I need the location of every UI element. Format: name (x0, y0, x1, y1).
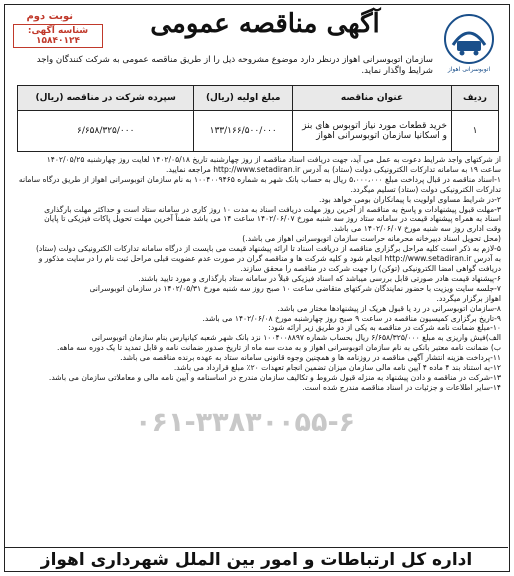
condition-line: ۱۲-به استناد بند ۴ ماده ۴ آیین نامه مالی سازمان میزان تضمین انجام تعهدات ۲۰٪ مبلغ قرارداد می باشد. (173, 363, 501, 373)
condition-line: ۳-مهلت قبول پیشنهادات و پاسخ به مناقصه از آخرین روز مهلت دریافت اسناد به مدت ۱۰ روز کاری در سامانه ستاد است و حداکثر مهلت بارگذاری (44, 204, 501, 214)
condition-line: دریافت گواهی امضا الکترونیکی (توکن) را جهت شرکت در مناقصه را محقق سازند. (240, 263, 501, 273)
newspaper-ad (4, 4, 510, 572)
condition-line: اسناد به همراه پیشنهاد قیمت در سامانه ستاد روز سه شنبه مورخ ۱۴۰۲/۰۶/۰۷ ساعت ۱۴ می باشد ضمناً آخرین مهلت تحویل پاکات فیزیکی تا پایان (44, 214, 501, 224)
tender-table (17, 85, 499, 152)
phone-watermark: ۰۶۱-۳۳۸۳۰۰۵۵-۶ (135, 407, 356, 438)
condition-line: ۱۴-سایر اطلاعات و جزئیات در اسناد مناقصه مندرج شده است. (302, 382, 501, 392)
ad-number: شناسه آگهی: ۱۵۸۴۰۱۲۴ (13, 24, 103, 48)
organization-logo (439, 11, 499, 73)
condition-line: ب) ضمانت نامه معتبر بانکی به نام سازمان اتوبوسرانی اهواز و به مدت سه ماه از تاریخ صدور ضمانت نامه و قابل تمدید تا یک دوره سه ماهه. (56, 343, 501, 353)
condition-line: ۱-اسناد مناقصه در قبال پرداخت مبلغ ۵،۰۰۰،۰۰۰ ریال به حساب بانک شهر به شماره ۱۰۰۴۰۰۹۴۶۵ به نام سازمان اتوبوسرانی اهواز از طریق درگاه سامانه (18, 174, 501, 184)
cell-tender-title: خرید قطعات مورد نیاز اتوبوس های بنز و اسکانیا سازمان اتوبوسرانی اهواز (293, 111, 452, 152)
conditions-list (15, 155, 501, 393)
condition-line: از شرکتهای واجد شرایط دعوت به عمل می آید، جهت دریافت اسناد مناقصه از روز چهارشنبه تاریخ ۱۴۰۲/۰۵/۱۸ لغایت روز چهارشنبه ۱۴۰۲/۰۵/۲۵ (46, 155, 501, 164)
condition-line: تدارکات الکترونیکی دولت (ستاد) تسلیم میگردد. (350, 184, 501, 194)
condition-line: ۲-در شرایط مساوی اولویت با پیمانکاران بومی خواهد بود. (318, 194, 501, 204)
footer-signature: اداره کل ارتباطات و امور بین الملل شهرداری اهواز (5, 547, 508, 572)
intro-text: سازمان اتوبوسرانی اهواز درنظر دارد موضوع مشروحه ذیل را از طریق مناقصه عمومی به شرکت کنندگان واجد شرایط واگذار نماید. (36, 55, 433, 76)
condition-line: ۹-تاریخ برگزاری کمیسیون مناقصه در ساعت ۹ صبح روز چهارشنبه مورخ ۱۴۰۲/۰۶/۰۸ می باشد. (202, 313, 501, 323)
table-row (18, 111, 499, 152)
condition-line: ۱۰-مبلغ ضمانت نامه شرکت در مناقصه به یکی از دو طریق زیر ارائه شود: (268, 323, 501, 333)
condition-line: ۷-جلسه سایت ویزیت با حضور نمایندگان شرکتهای متقاضی ساعت ۱۰ صبح روز سه شنبه مورخ ۱۴۰۲/۰۵/۳۱ در سازمان اتوبوسرانی (89, 283, 501, 293)
condition-line: ۱۱-پرداخت هزینه انتشار آگهی مناقصه در روزنامه ها و همچنین وجوه قانونی سامانه ستاد به عهده برنده مناقصه می باشد. (120, 353, 501, 363)
condition-line: وقت اداری روز سه شنبه مورخ ۱۴۰۲/۰۶/۰۷ می باشد. (331, 224, 501, 234)
cell-deposit: ۶/۶۵۸/۳۲۵/۰۰۰ (18, 111, 194, 152)
round-badge (13, 11, 103, 48)
col-tender-title: عنوان مناقصه (293, 86, 452, 111)
condition-line: ۶-پیشنهاد قیمت هادر صورتی قابل بررسی میباشد که اسناد فیزیکی قبلاً در سامانه ستاد بارگذاری و مورد تایید باشند. (138, 273, 501, 283)
col-initial-amount: مبلغ اولیه (ریال) (194, 86, 293, 111)
condition-line: (محل تحویل اسناد دبیرخانه محرمانه حراست سازمان اتوبوسرانی اهواز می باشد.) (242, 234, 501, 244)
condition-line: ۸-سازمان اتوبوسرانی در رد یا قبول هریک از پیشنهادها مختار می باشد. (277, 303, 501, 313)
cell-initial-amount: ۱۳۳/۱۶۶/۵۰۰/۰۰۰ (194, 111, 293, 152)
page-title: آگهی مناقصه عمومی (150, 9, 380, 39)
svg-text:اتوبوسرانی اهواز: اتوبوسرانی اهواز (447, 66, 491, 73)
condition-line: الف)فیش واریزی به مبلغ ۶/۶۵۸/۳۲۵/۰۰۰ ریال بحساب شماره ۱۰۰۴۰۰۸۸۹۷ نزد بانک شهر شعبه کیانپارس بنام سازمان اتوبوسرانی (91, 333, 501, 343)
condition-line: ۵-لازم به ذکر است کلیه مراحل برگزاری مناقصه از دریافت اسناد تا ارائه پیشنهاد قیمت می بایست از درگاه سامانه تدارکات الکترونیکی دولت (ستاد) (35, 244, 501, 254)
condition-line: ۱۳-شرکت در مناقصه و دادن پیشنهاد به منزله قبول شروط و تکالیف سازمان مندرج در اساسنامه و آیین نامه مالی و معاملاتی سازمان می باشد. (48, 372, 501, 382)
col-row-number: ردیف (452, 86, 499, 111)
cell-row-number: ۱ (452, 111, 499, 152)
condition-line: به آدرس http://www.setadiran.ir انجام شود و کلیه شرکت ها و مناقصه گران در صورت عدم عضویت قبلی مراحل ثبت نام را در سایت مذکور و (38, 254, 501, 264)
condition-line: ساعت ۱۹ به سامانه تدارکات الکترونیکی دولت (ستاد) به آدرس http://www.setadiran.ir مراجعه نمایید. (165, 164, 501, 174)
col-deposit: سپرده شرکت در مناقصه (ریال) (18, 86, 194, 111)
round-label: نوبت دوم (26, 11, 73, 22)
table-header-row (18, 86, 499, 111)
condition-line: اهواز برگزار میگردد. (436, 293, 501, 303)
